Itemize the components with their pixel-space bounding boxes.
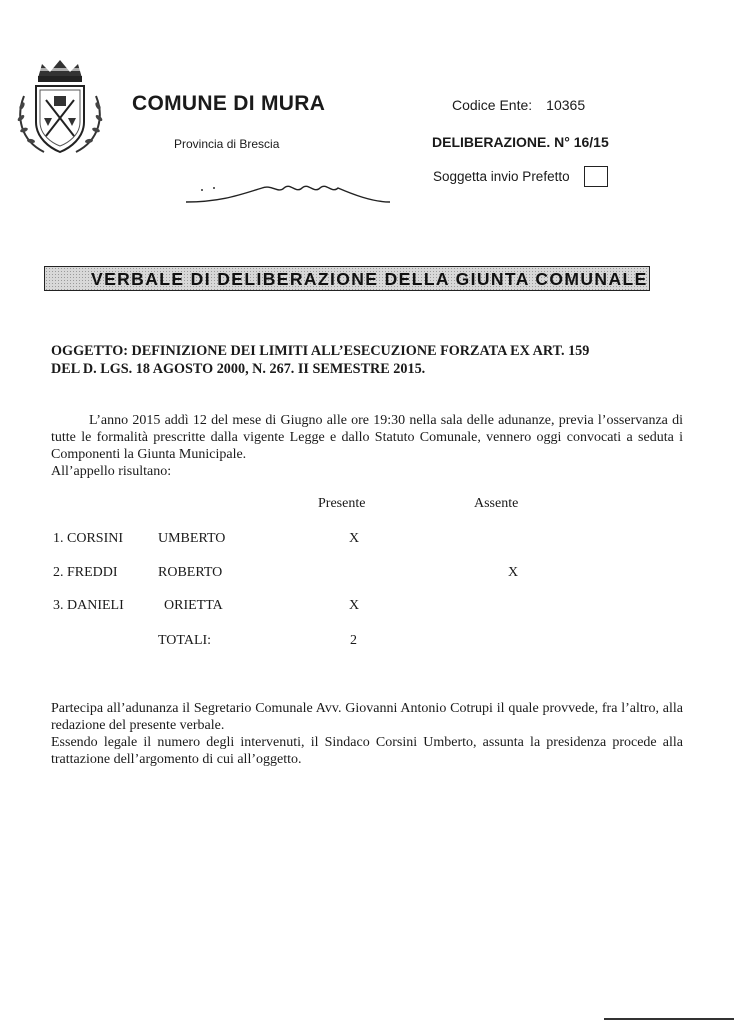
member-presente-1: X <box>349 531 360 546</box>
member-assente-2: X <box>508 565 519 580</box>
deliberazione-label: DELIBERAZIONE <box>432 134 547 150</box>
codice-ente <box>452 97 585 113</box>
member-number-3: 3. DANIELI <box>53 598 124 613</box>
member-number-1: 1. CORSINI <box>53 531 124 546</box>
appello-label: All’appello risultano: <box>51 464 172 479</box>
codice-ente-label: Codice Ente: <box>452 97 533 113</box>
intro-paragraph: L’anno 2015 addì 12 del mese di Giugno alle ore 19:30 nella sala delle adunanze, previa l’osservanza di tutte le formalità prescritte dalla vigente Legge e dallo Statuto Comunale, vennero oggi convocati a seduta i Componenti la Giunta Municipale. <box>51 413 683 462</box>
member-name-3: ORIETTA <box>164 598 223 613</box>
segretario-paragraph: Partecipa all’adunanza il Segretario Comunale Avv. Giovanni Antonio Cotrupi il quale provvede, fra l’altro, alla redazione del presente verbale. <box>51 701 683 733</box>
member-presente-3: X <box>349 598 360 613</box>
provincia-label: Provincia di Brescia <box>174 137 280 151</box>
assente-column-header: Assente <box>474 496 519 511</box>
totali-value: 2 <box>350 633 357 648</box>
bottom-edge-line <box>604 1018 734 1020</box>
soggetta-prefetto-label: Soggetta invio Prefetto <box>433 169 570 184</box>
oggetto-line-1: OGGETTO: DEFINIZIONE DEI LIMITI ALL’ESECUZIONE FORZATA EX ART. 159 <box>51 343 590 359</box>
member-name-2: ROBERTO <box>158 565 223 580</box>
presidenza-paragraph: Essendo legale il numero degli intervenuti, il Sindaco Corsini Umberto, assunta la presidenza procede alla trattazione dell’argomento di cui all’oggetto. <box>51 735 683 767</box>
comune-title: COMUNE DI MURA <box>132 92 326 115</box>
verbale-banner: VERBALE DI DELIBERAZIONE DELLA GIUNTA COMUNALE <box>44 266 650 291</box>
presente-column-header: Presente <box>318 496 366 511</box>
member-name-1: UMBERTO <box>158 531 226 546</box>
comune-crest-emblem <box>14 56 106 160</box>
oggetto-block <box>51 342 671 378</box>
totali-label: TOTALI: <box>158 633 212 648</box>
oggetto-line-2: DEL D. LGS. 18 AGOSTO 2000, N. 267. II SEMESTRE 2015. <box>51 361 426 377</box>
soggetta-prefetto-checkbox[interactable] <box>584 166 608 187</box>
member-number-2: 2. FREDDI <box>53 565 118 580</box>
deliberazione-value: . N° 16/15 <box>546 134 609 150</box>
decorative-flourish-icon <box>182 178 394 208</box>
codice-ente-value: 10365 <box>546 97 586 113</box>
deliberazione-number <box>432 134 609 150</box>
